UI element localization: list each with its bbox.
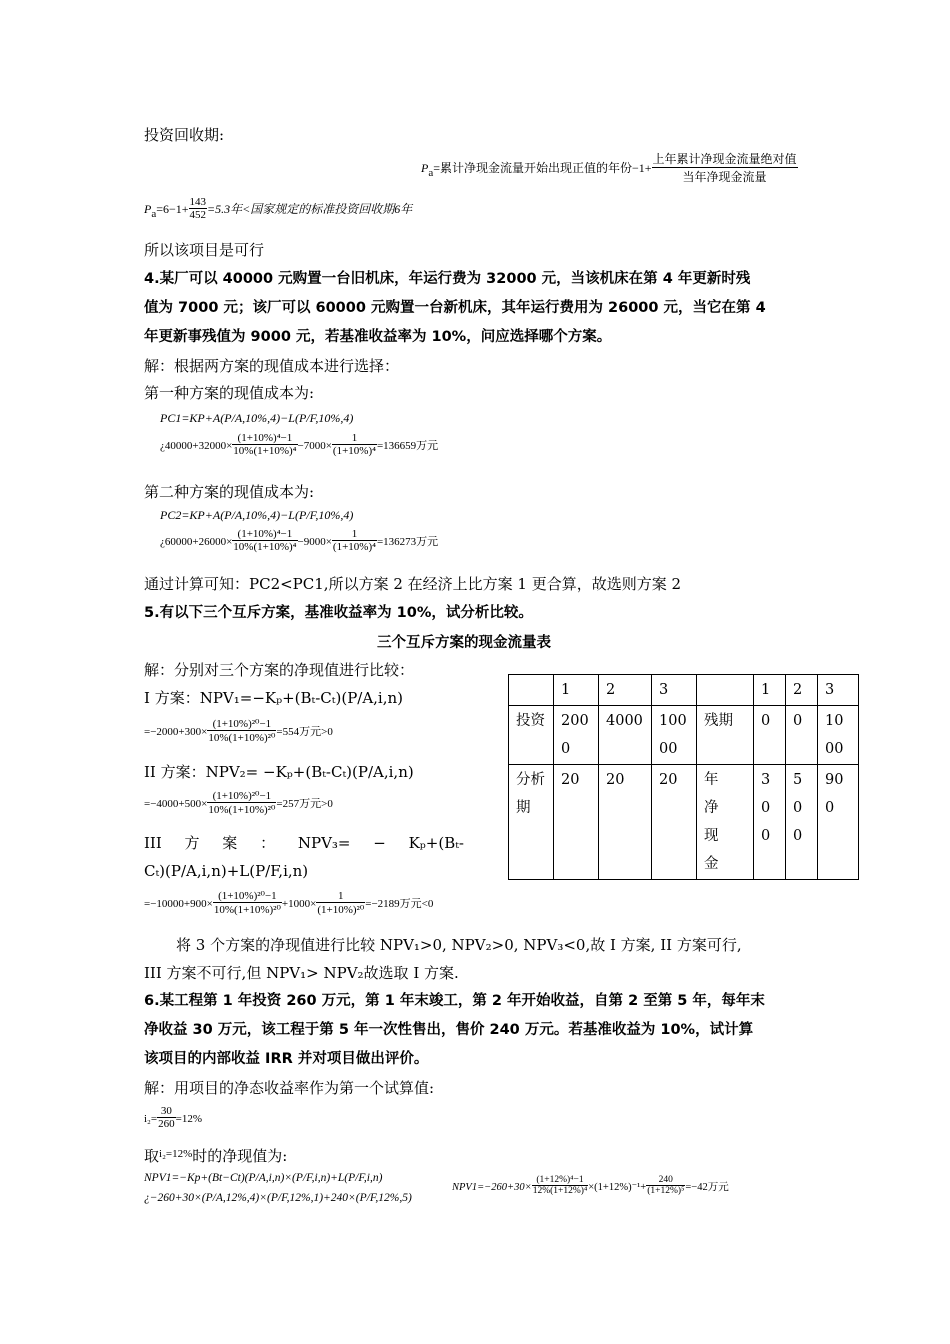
- table-cell: 10000: [652, 706, 697, 765]
- payback-calc: $P_a=6-1+$ $\frac{143}{452}$ =5.3年<国家规定的标准投资回收期6年: [144, 196, 413, 221]
- pc2-calc: ¿60000+26000× $\frac{\text{(1+10\%)⁴−1}}{\text{10\%(1+10\%)⁴}}$ −9000× $\frac{1}{\text{(1+10\%)⁴}}$ =136273万元: [160, 528, 439, 553]
- table-cell: 2: [786, 675, 818, 706]
- npv1-result: NPV1=−260+30× $\frac{\text{(1+12\%)⁴−1}}{\text{12\%(1+12\%)⁴}}$ ×(1+12%)⁻¹+ $\frac{240}{\text{(1+12\%)⁵}}$ =−42万元: [452, 1175, 729, 1196]
- q4-first-plan-label: 第一种方案的现值成本为:: [144, 384, 315, 402]
- table-cell: 分析期: [509, 765, 554, 880]
- table-row: [509, 675, 859, 706]
- pc1-calc: ¿40000+32000× $\frac{\text{(1+10\%)⁴−1}}{\text{10\%(1+10\%)⁴}}$ −7000× $\frac{1}{\text{(1+10\%)⁴}}$ =136659万元: [160, 432, 439, 457]
- i2-calc: i₂= $\frac{30}{260}$ =12%: [144, 1105, 202, 1130]
- q4-line1: 4.某厂可以 40000 元购置一台旧机床，年运行费为 32000 元，当该机床在第 4 年更新时残: [144, 271, 751, 287]
- plan2-calc: =−4000+500× $\frac{\text{(1+10\%)²⁰−1}}{\text{10\%(1+10\%)²⁰}}$ =257万元>0: [144, 790, 333, 816]
- plan1-calc: =−2000+300× $\frac{\text{(1+10\%)²⁰−1}}{\text{10\%(1+10\%)²⁰}}$ =554万元>0: [144, 718, 333, 744]
- q5-compare-line2: III 方案不可行,但 NPV₁> NPV₂故选取 I 方案.: [144, 964, 459, 982]
- table-cell: 500: [786, 765, 818, 880]
- q4-line3: 年更新事残值为 9000 元，若基准收益率为 10%，问应选择哪个方案。: [144, 329, 612, 345]
- q4-solution-intro: 解：根据两方案的现值成本进行选择：: [144, 357, 400, 375]
- q6-take-rate: 取$^{i_2=12\%}$时的净现值为:: [144, 1147, 288, 1165]
- table-cell: 0: [786, 706, 818, 765]
- q6-solution-intro: 解：用项目的净态收益率作为第一个试算值:: [144, 1079, 435, 1097]
- table-cell: 1000: [818, 706, 859, 765]
- table-cell: 0: [754, 706, 786, 765]
- pc2-formula: PC2=KP+A(P/A,10%,4)−L(P/F,10%,4): [160, 508, 354, 522]
- q5-title: 5.有以下三个互斥方案，基准收益率为 10%，试分析比较。: [144, 605, 533, 621]
- table-cell: 3: [818, 675, 859, 706]
- table-cell: 年净现金: [697, 765, 754, 880]
- npv1-formula: NPV1=−Kp+(Bt−Ct)(P/A,i,n)×(P/F,i,n)+L(P/F,i,n): [144, 1172, 383, 1184]
- q5-solution-intro: 解：分别对三个方案的净现值进行比较：: [144, 661, 415, 679]
- table-cell: 2000: [554, 706, 599, 765]
- table-cell: 2: [599, 675, 652, 706]
- table-cell: 20: [554, 765, 599, 880]
- q4-second-plan-label: 第二种方案的现值成本为:: [144, 483, 315, 501]
- table-cell: 4000: [599, 706, 652, 765]
- q6-line3: 该项目的内部收益 IRR 并对项目做出评价。: [144, 1051, 429, 1067]
- q4-conclusion: 通过计算可知：PC2<PC1,所以方案 2 在经济上比方案 1 更合算，故选则方案 2: [144, 575, 682, 593]
- q6-line2: 净收益 30 万元，该工程于第 5 年一次性售出，售价 240 万元。若基准收益为 10%，试计算: [144, 1022, 754, 1038]
- table-cell: 投资: [509, 706, 554, 765]
- table-row: [509, 706, 859, 765]
- table-row: [509, 765, 859, 880]
- table-cell: 20: [599, 765, 652, 880]
- plan2-label: II 方案：NPV₂= −Kₚ+(Bₜ-Cₜ)(P/A,i,n): [144, 763, 414, 781]
- plan3-label-line1: III 方 案 ： NPV₃= − Kₚ+(Bₜ-: [144, 834, 464, 852]
- q6-line1: 6.某工程第 1 年投资 260 万元，第 1 年末竣工，第 2 年开始收益，自第 2 至第 5 年，每年末: [144, 993, 765, 1009]
- payback-heading: 投资回收期:: [144, 126, 225, 144]
- q4-line2: 值为 7000 元；该厂可以 60000 元购置一台新机床，其年运行费用为 26000 元，当它在第 4: [144, 300, 766, 316]
- plan1-label: I 方案：NPV₁=−Kₚ+(Bₜ-Cₜ)(P/A,i,n): [144, 689, 404, 707]
- table-cell: 1: [554, 675, 599, 706]
- cash-flow-table: [508, 674, 859, 880]
- table-cell: [697, 675, 754, 706]
- plan3-label-line2: Cₜ)(P/A,i,n)+L(P/F,i,n): [144, 862, 309, 880]
- table-cell: 20: [652, 765, 697, 880]
- payback-conclusion: 所以该项目是可行: [144, 241, 265, 259]
- npv1-substitution: ¿−260+30×(P/A,12%,4)×(P/F,12%,1)+240×(P/F,12%,5): [144, 1192, 412, 1204]
- table-cell: 3: [652, 675, 697, 706]
- table-cell: 300: [754, 765, 786, 880]
- pc1-formula: PC1=KP+A(P/A,10%,4)−L(P/F,10%,4): [160, 411, 354, 425]
- table-cell: 900: [818, 765, 859, 880]
- table-cell: [509, 675, 554, 706]
- q5-table-title: 三个互斥方案的现金流量表: [377, 635, 551, 651]
- table-cell: 残期: [697, 706, 754, 765]
- plan3-calc: =−10000+900× $\frac{\text{(1+10\%)²⁰−1}}{\text{10\%(1+10\%)²⁰}}$ +1000× $\frac{1}{\text{(1+10\%)²⁰}}$ =−2189万元<0: [144, 889, 434, 916]
- q5-compare-line1: 将 3 个方案的净现值进行比较 NPV₁>0, NPV₂>0, NPV₃<0,故 I 方案, II 方案可行,: [176, 936, 742, 954]
- table-cell: 1: [754, 675, 786, 706]
- payback-formula: $P_a=$累计净现金流量开始出现正值的年份−1+ $\frac{\text{上年累计净现金流量绝对值}}{\text{当年净现金流量}}$: [421, 152, 797, 184]
